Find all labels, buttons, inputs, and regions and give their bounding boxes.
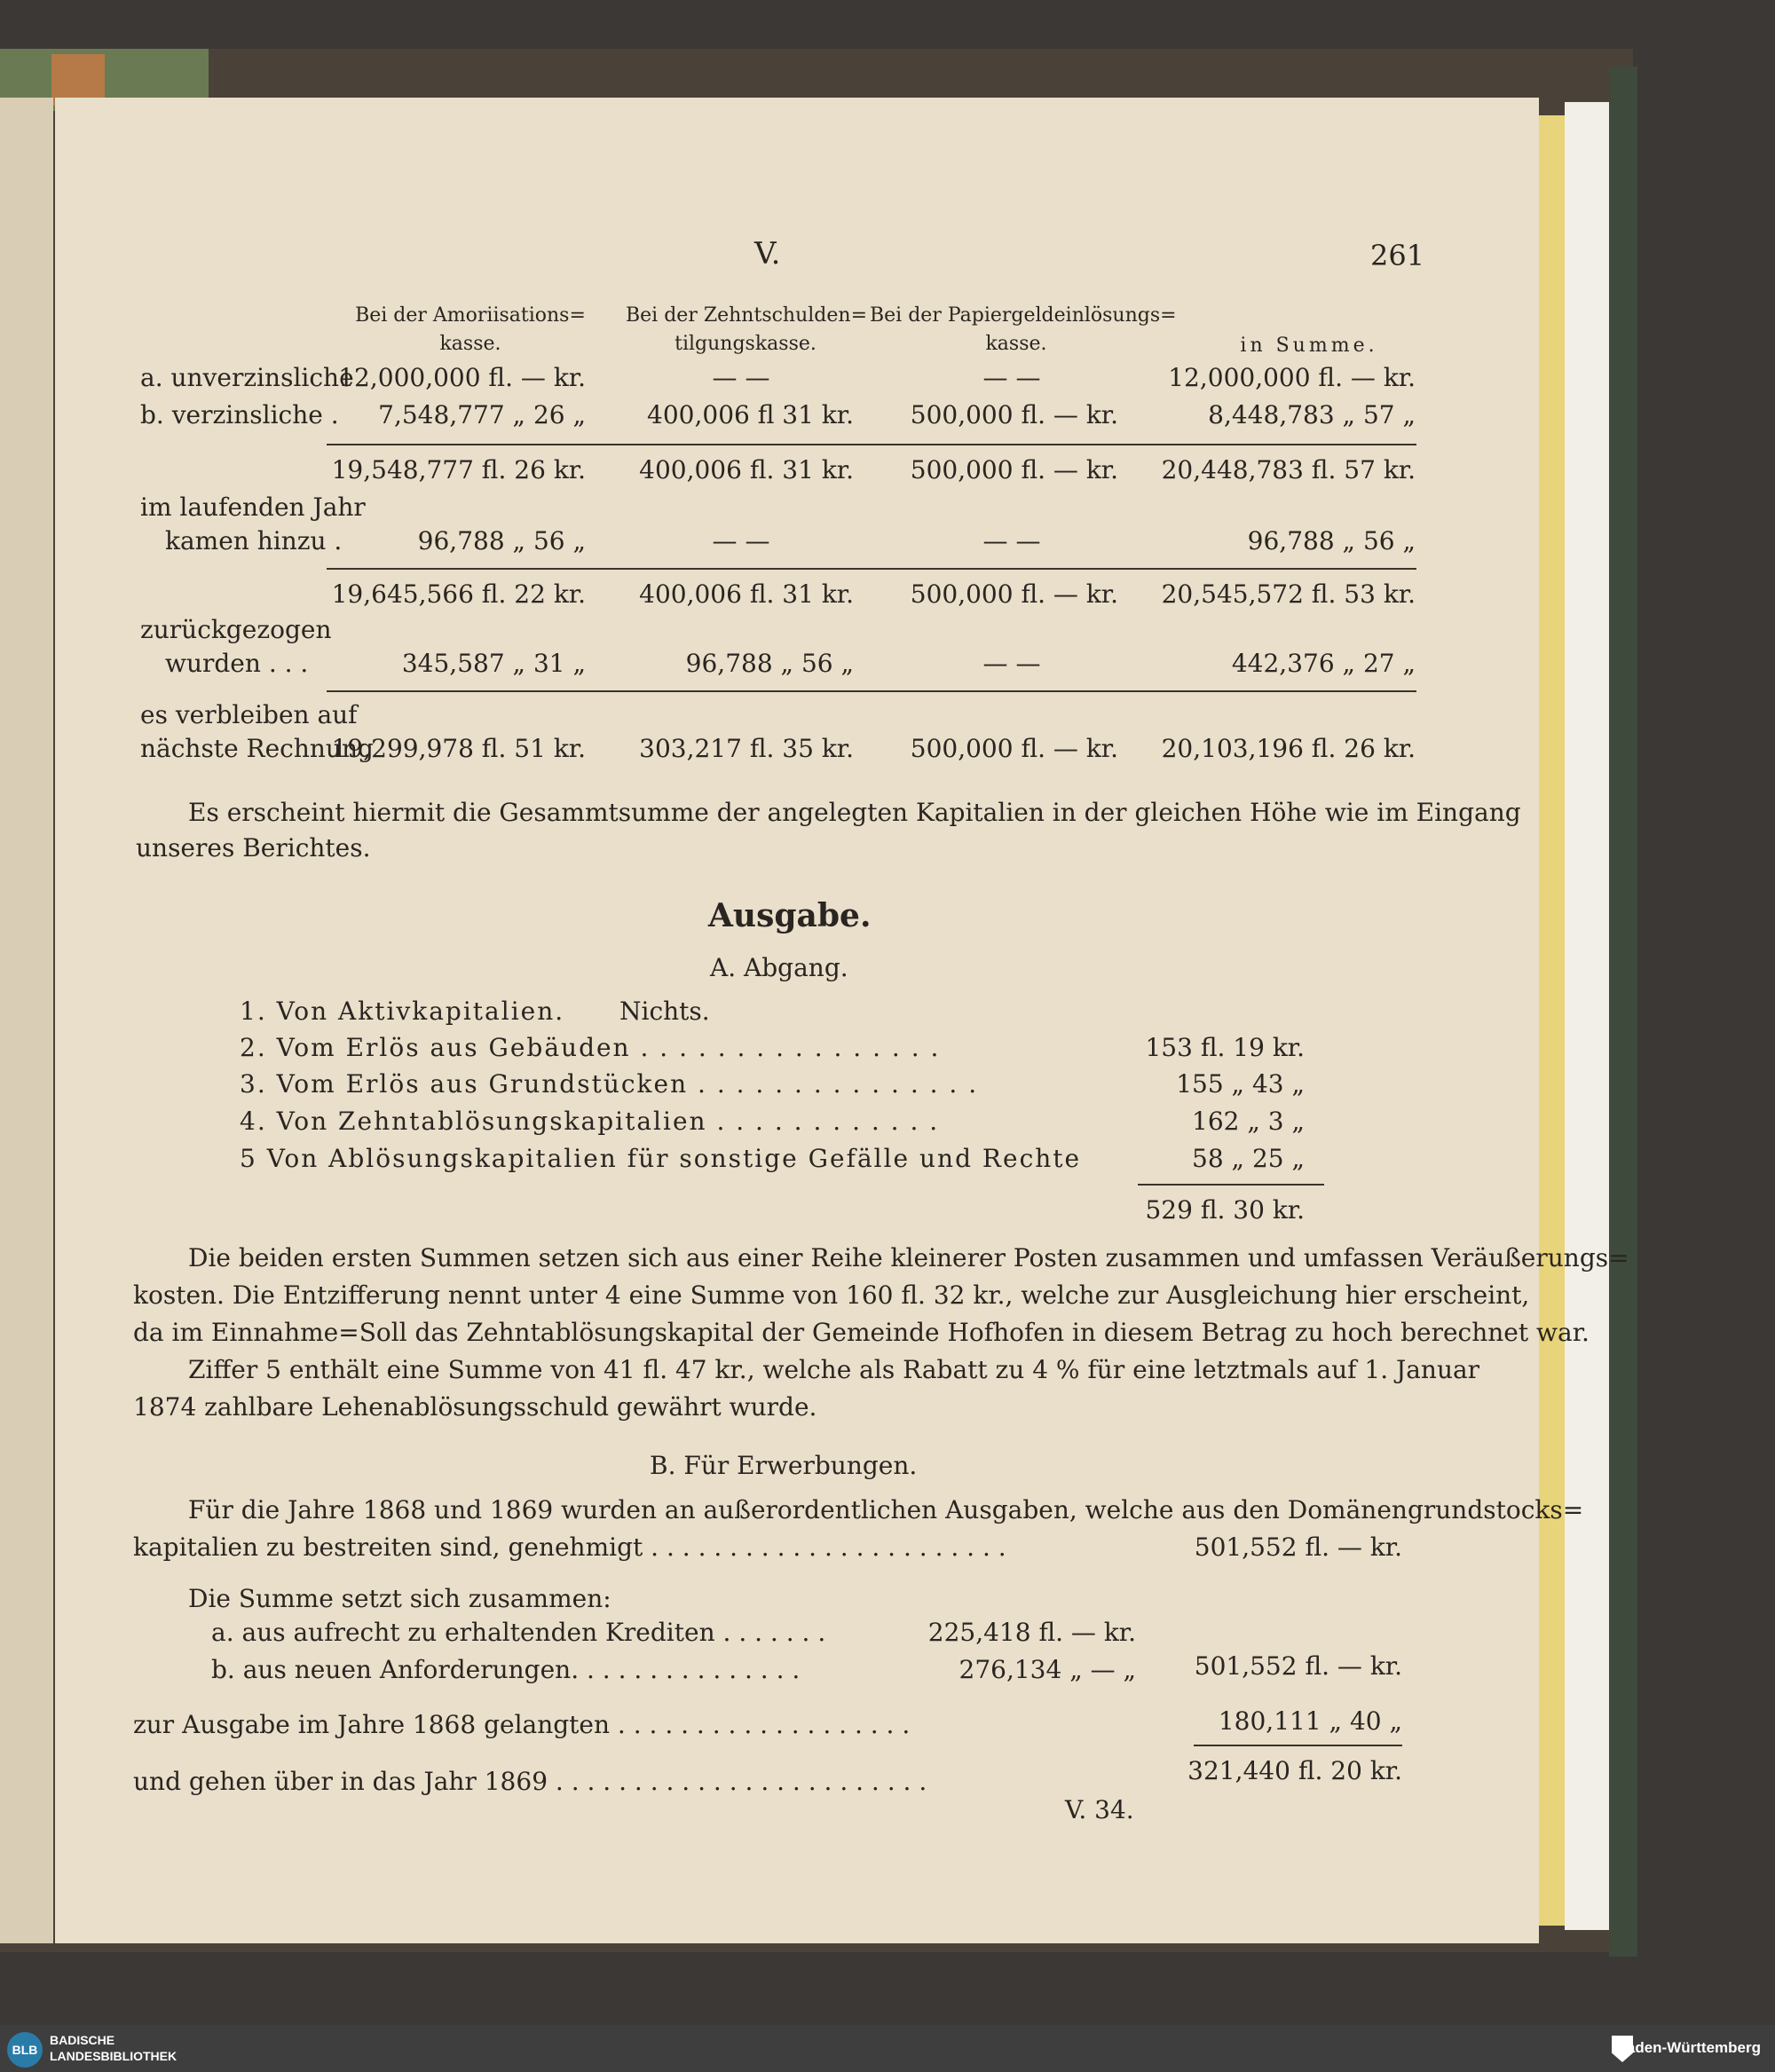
erwerbungen-value: 501,552 fl. — kr. (1194, 1532, 1402, 1562)
left-page-edge (0, 98, 53, 1943)
col-header-summe: in Summe. (1240, 335, 1378, 357)
paragraph-summen-2: kosten. Die Entzifferung nennt unter 4 eine Summe von 160 fl. 32 kr., welche zur Ausgleichung hier erscheint, (133, 1280, 1530, 1310)
s2-c1: 19,645,566 fl. 22 kr. (331, 579, 586, 609)
abgang-item-5-value: 58 „ 25 „ (1192, 1144, 1305, 1173)
paragraph-summen-3: da im Einnahme=Soll das Zehntablösungskapital der Gemeinde Hofhofen in diesem Betrag zu hoch berechnet war. (133, 1318, 1590, 1347)
s2-c2: 400,006 fl. 31 kr. (639, 579, 854, 609)
abgang-total-rule (1138, 1184, 1324, 1186)
blb-line-2: LANDESBIBLIOTHEK (50, 2049, 178, 2063)
paragraph-summen-5: 1874 zahlbare Lehenablösungsschuld gewährt wurde. (133, 1392, 817, 1422)
r5-c1: 19,299,978 fl. 51 kr. (331, 734, 586, 763)
book-cover-right (1609, 67, 1637, 1957)
section-heading: V. (754, 236, 781, 272)
r1-c1: 12,000,000 fl. — kr. (338, 363, 586, 392)
paragraph-summen-1: Die beiden ersten Summen setzen sich aus einer Reihe kleinerer Posten zusammen und umfassen Veräußerungs= (188, 1243, 1629, 1272)
col-header-amortisation-1: Bei der Amoriisations= (355, 304, 586, 327)
s1-c3: 500,000 fl. — kr. (910, 455, 1118, 485)
uebertrag-1869-value: 321,440 fl. 20 kr. (1187, 1756, 1402, 1785)
s1-c2: 400,006 fl. 31 kr. (639, 455, 854, 485)
ausgabe-1868-value: 180,111 „ 40 „ (1218, 1706, 1402, 1736)
r4-c2: 96,788 „ 56 „ (685, 649, 854, 678)
final-rule (1194, 1745, 1402, 1746)
abgang-item-3-value: 155 „ 43 „ (1176, 1069, 1305, 1099)
r1-c4: 12,000,000 fl. — kr. (1168, 363, 1416, 392)
abgang-item-3-label: 3. Vom Erlös aus Grundstücken . . . . . . . . . . . . . . . (240, 1069, 979, 1099)
r1-c2: — — (712, 363, 770, 392)
r4-c3: — — (982, 649, 1041, 678)
blb-line-1: BADISCHE (50, 2033, 115, 2047)
r1-c3: — — (982, 363, 1041, 392)
bw-logo-text[interactable]: Baden-Württemberg (1615, 2039, 1761, 2056)
row-label-laufenden-jahr: im laufenden Jahr (140, 492, 366, 522)
r2-c3: 500,000 fl. — kr. (910, 400, 1118, 429)
s2-c3: 500,000 fl. — kr. (910, 579, 1118, 609)
abgang-item-2-value: 153 fl. 19 kr. (1145, 1033, 1305, 1062)
s1-c1: 19,548,777 fl. 26 kr. (331, 455, 586, 485)
col-header-papiergeld-1: Bei der Papiergeldeinlösungs= (870, 304, 1177, 327)
blb-logo-text[interactable] (50, 2032, 177, 2064)
abgang-item-4-label: 4. Von Zehntablösungskapitalien . . . . . . . . . . . . (240, 1107, 940, 1136)
ausgabe-title: Ausgabe. (708, 897, 872, 934)
row-label-zurueckgezogen: zurückgezogen (140, 615, 332, 644)
r3-c3: — — (982, 526, 1041, 555)
viewer-footer (0, 2025, 1775, 2072)
r5-c3: 500,000 fl. — kr. (910, 734, 1118, 763)
row-label-unverzinsliche: a. unverzinsliche (140, 363, 354, 392)
paragraph-summen-4: Ziffer 5 enthält eine Summe von 41 fl. 47 kr., welche als Rabatt zu 4 % für eine letztmals auf 1. Januar (188, 1355, 1480, 1384)
r4-c4: 442,376 „ 27 „ (1231, 649, 1416, 678)
r2-c1: 7,548,777 „ 26 „ (378, 400, 586, 429)
r4-c1: 345,587 „ 31 „ (401, 649, 586, 678)
s1-c4: 20,448,783 fl. 57 kr. (1161, 455, 1416, 485)
row-label-naechste-rechnung: nächste Rechnung (140, 734, 374, 763)
r5-c2: 303,217 fl. 35 kr. (639, 734, 854, 763)
summe-intro: Die Summe setzt sich zusammen: (188, 1584, 611, 1613)
abgang-item-1-value: Nichts. (619, 997, 710, 1026)
abgang-item-4-value: 162 „ 3 „ (1192, 1107, 1305, 1136)
page-edges-white (1565, 102, 1609, 1930)
section-b-heading: B. Für Erwerbungen. (650, 1451, 918, 1480)
abgang-total: 529 fl. 30 kr. (1145, 1195, 1305, 1225)
row-label-wurden: wurden . . . (165, 649, 309, 678)
section-a-heading: A. Abgang. (710, 953, 848, 982)
r3-c4: 96,788 „ 56 „ (1247, 526, 1416, 555)
r2-c2: 400,006 fl 31 kr. (647, 400, 854, 429)
col-header-papiergeld-2: kasse. (985, 333, 1047, 355)
sum-a-label: a. aus aufrecht zu erhaltenden Krediten . . . . . . . (211, 1618, 826, 1647)
table-rule-3 (327, 690, 1416, 692)
r2-c4: 8,448,783 „ 57 „ (1208, 400, 1416, 429)
page-number: 261 (1370, 239, 1425, 272)
paragraph-erwerbungen-1: Für die Jahre 1868 und 1869 wurden an außerordentlichen Ausgaben, welche aus den Domänengrundstocks= (188, 1495, 1584, 1524)
paragraph-erwerbungen-2: kapitalien zu bestreiten sind, genehmigt . . . . . . . . . . . . . . . . . . . . . . . (133, 1532, 1006, 1562)
r5-c4: 20,103,196 fl. 26 kr. (1161, 734, 1416, 763)
table-rule-2 (327, 568, 1416, 570)
abgang-item-1-label: 1. Von Aktivkapitalien. (240, 997, 565, 1026)
sum-a-value: 225,418 fl. — kr. (927, 1618, 1136, 1647)
s2-c4: 20,545,572 fl. 53 kr. (1161, 579, 1416, 609)
r3-c1: 96,788 „ 56 „ (417, 526, 586, 555)
col-header-zehnt-1: Bei der Zehntschulden= (626, 304, 868, 327)
row-label-verzinsliche: b. verzinsliche . (140, 400, 339, 429)
col-header-zehnt-2: tilgungskasse. (674, 333, 816, 355)
sum-b-total: 501,552 fl. — kr. (1194, 1651, 1402, 1681)
abgang-item-2-label: 2. Vom Erlös aus Gebäuden . . . . . . . . . . . . . . . . (240, 1033, 941, 1062)
sum-b-value: 276,134 „ — „ (958, 1655, 1136, 1684)
row-label-kamen-hinzu: kamen hinzu . (165, 526, 343, 555)
row-label-verbleiben: es verbleiben auf (140, 700, 358, 729)
blb-logo-icon[interactable]: BLB (7, 2032, 43, 2068)
page-signature: V. 34. (1065, 1795, 1134, 1824)
r3-c2: — — (712, 526, 770, 555)
paragraph-gesammtsumme-1: Es erscheint hiermit die Gesammtsumme der angelegten Kapitalien in der gleichen Höhe wie im Eingang (188, 798, 1521, 827)
ausgabe-1868-label: zur Ausgabe im Jahre 1868 gelangten . . . . . . . . . . . . . . . . . . . (133, 1710, 911, 1739)
sum-b-label: b. aus neuen Anforderungen. . . . . . . . . . . . . . . (211, 1655, 801, 1684)
uebertrag-1869-label: und gehen über in das Jahr 1869 . . . . . . . . . . . . . . . . . . . . . . . . (133, 1767, 927, 1796)
paragraph-gesammtsumme-2: unseres Berichtes. (136, 833, 371, 863)
table-rule-1 (327, 444, 1416, 445)
abgang-item-5-label: 5 Von Ablösungskapitalien für sonstige Gefälle und Rechte (240, 1144, 1082, 1173)
col-header-amortisation-2: kasse. (439, 333, 501, 355)
